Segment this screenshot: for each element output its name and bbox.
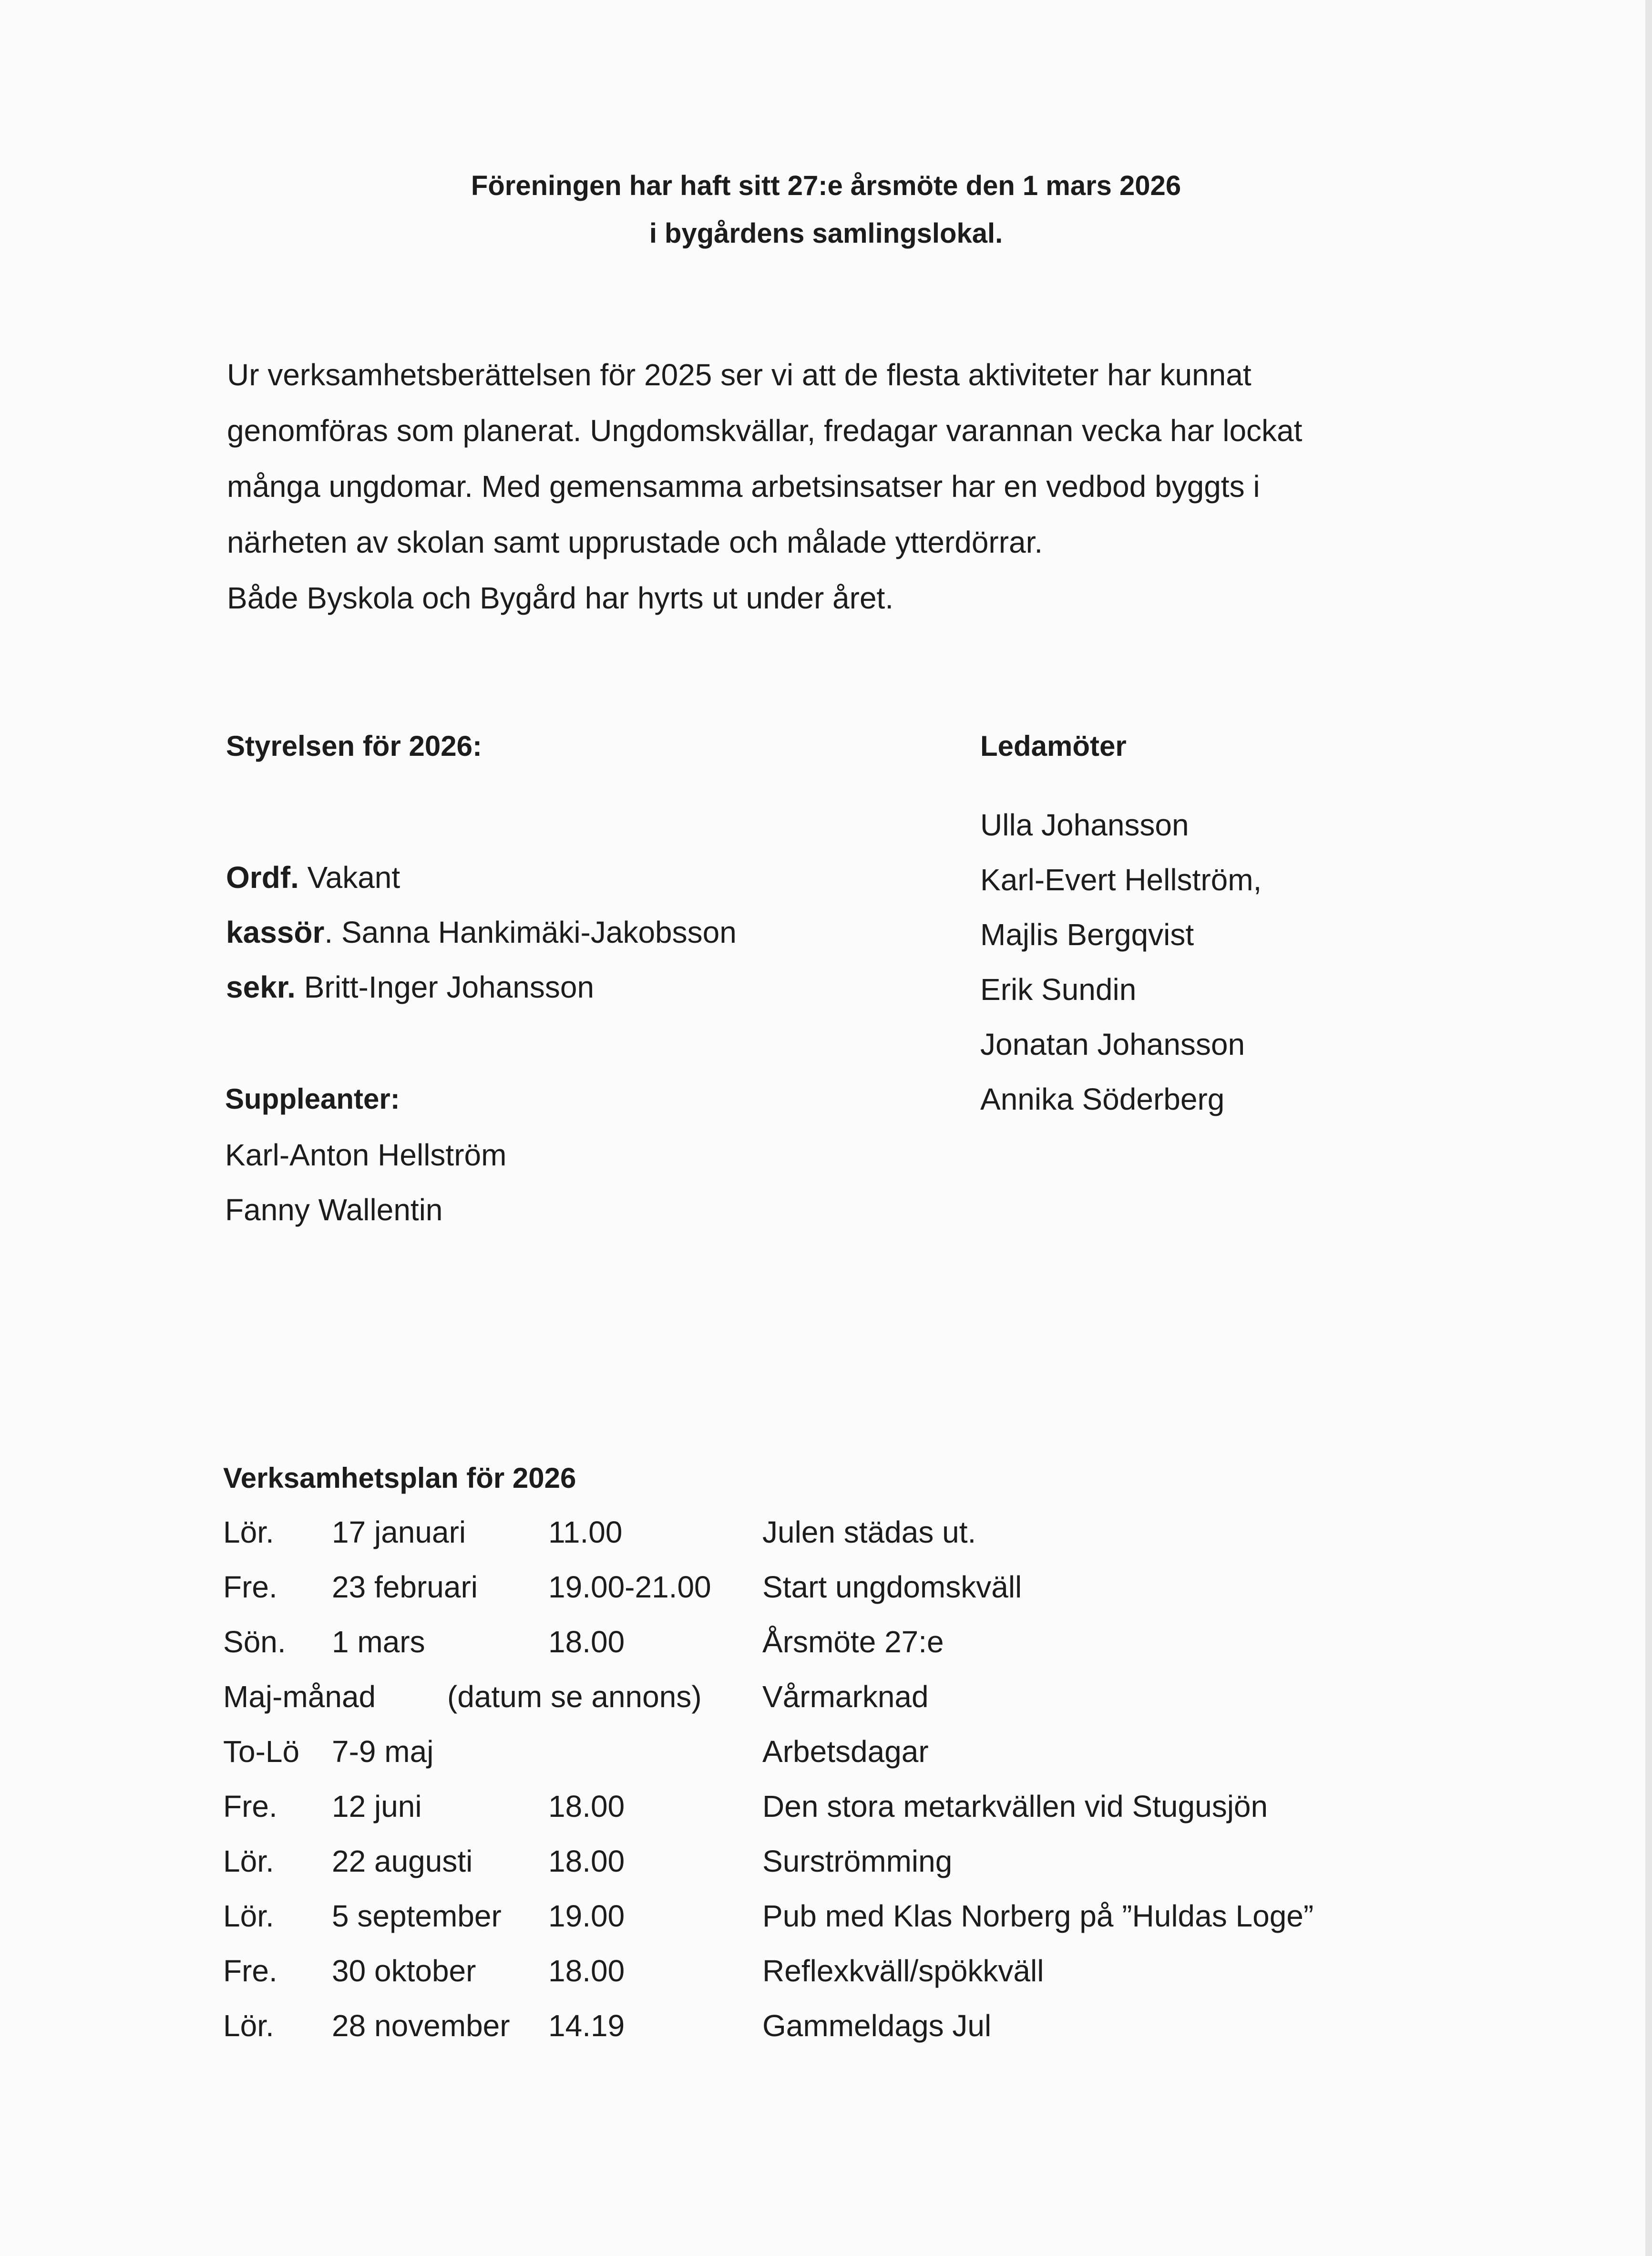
plan-date: 17 januari	[332, 1515, 466, 1549]
plan-event: Arbetsdagar	[762, 1734, 929, 1769]
plan-row	[223, 1782, 1510, 1830]
plan-event: Årsmöte 27:e	[762, 1625, 944, 1659]
plan-date: 5 september	[332, 1899, 502, 1933]
plan-title: Verksamhetsplan för 2026	[223, 1462, 576, 1494]
deputy-name: Karl-Anton Hellström	[225, 1138, 507, 1172]
heading-line-1: Föreningen har haft sitt 27:e årsmöte den 1 mars 2026	[471, 170, 1181, 201]
plan-time: 18.00	[548, 1844, 625, 1878]
plan-time: 18.00	[548, 1789, 625, 1823]
plan-date: 30 oktober	[332, 1954, 476, 1988]
plan-day: Lör.	[223, 1515, 274, 1549]
heading-line-2: i bygårdens samlingslokal.	[649, 218, 1003, 249]
board-role-treasurer	[226, 913, 737, 951]
plan-event: Gammeldags Jul	[762, 2009, 992, 2043]
plan-day: Lör.	[223, 2009, 274, 2043]
member-name: Ulla Johansson	[980, 808, 1189, 842]
member-name: Majlis Bergqvist	[980, 917, 1194, 952]
member-name: Erik Sundin	[980, 972, 1137, 1007]
plan-day: Fre.	[223, 1570, 277, 1604]
intro-line: närheten av skolan samt upprustade och målade ytterdörrar.	[227, 525, 1043, 559]
plan-day: Fre.	[223, 1954, 277, 1988]
plan-period: Maj-månad	[223, 1679, 376, 1714]
plan-day: To-Lö	[223, 1734, 300, 1769]
role-name: . Sanna Hankimäki-Jakobsson	[324, 915, 737, 949]
plan-event: Den stora metarkvällen vid Stugusjön	[762, 1789, 1268, 1823]
plan-time: 18.00	[548, 1625, 625, 1659]
intro-line: många ungdomar. Med gemensamma arbetsinsatser har en vedbod byggts i	[227, 469, 1260, 504]
plan-date: 12 juni	[332, 1789, 422, 1823]
plan-time: 11.00	[548, 1515, 623, 1549]
plan-event: Reflexkväll/spökkväll	[762, 1954, 1044, 1988]
plan-date: 22 augusti	[332, 1844, 473, 1878]
plan-row	[223, 1673, 1510, 1720]
member-name: Jonatan Johansson	[980, 1027, 1245, 1061]
role-name: Vakant	[298, 860, 400, 895]
plan-row	[223, 1892, 1510, 1940]
role-label: kassör	[226, 915, 325, 949]
plan-row	[223, 1947, 1510, 1995]
member-name: Karl-Evert Hellström,	[980, 863, 1262, 897]
plan-event: Pub med Klas Norberg på ”Huldas Loge”	[762, 1899, 1314, 1933]
plan-time: 19.00-21.00	[548, 1570, 711, 1604]
plan-day: Sön.	[223, 1625, 286, 1659]
page-edge	[1645, 0, 1652, 2256]
intro-paragraph	[227, 347, 1562, 626]
board-role-chair	[226, 858, 400, 896]
members-title: Ledamöter	[980, 730, 1127, 762]
plan-date: 7-9 maj	[332, 1734, 434, 1769]
plan-day: Lör.	[223, 1844, 274, 1878]
plan-event: Vårmarknad	[762, 1679, 929, 1714]
member-name: Annika Söderberg	[980, 1082, 1225, 1116]
plan-date: 28 november	[332, 2009, 510, 2043]
board-role-secretary	[226, 968, 594, 1006]
deputies-title: Suppleanter:	[225, 1083, 400, 1115]
plan-row	[223, 1728, 1510, 1775]
role-label: sekr.	[226, 970, 296, 1004]
plan-row	[223, 1837, 1510, 1885]
board-title: Styrelsen för 2026:	[226, 730, 482, 762]
plan-day: Fre.	[223, 1789, 277, 1823]
document-heading	[0, 162, 1652, 258]
plan-time: 18.00	[548, 1954, 625, 1988]
intro-line: Både Byskola och Bygård har hyrts ut under året.	[227, 581, 894, 615]
deputy-name: Fanny Wallentin	[225, 1193, 443, 1227]
plan-time: 19.00	[548, 1899, 625, 1933]
plan-day: Lör.	[223, 1899, 274, 1933]
plan-row	[223, 1563, 1510, 1611]
intro-line: genomföras som planerat. Ungdomskvällar, fredagar varannan vecka har lockat	[227, 413, 1303, 448]
role-label: Ordf.	[226, 860, 299, 895]
plan-row	[223, 2002, 1510, 2050]
plan-event: Julen städas ut.	[762, 1515, 976, 1549]
plan-time: 14.19	[548, 2009, 625, 2043]
plan-row	[223, 1508, 1510, 1556]
plan-event: Start ungdomskväll	[762, 1570, 1022, 1604]
plan-date: 1 mars	[332, 1625, 425, 1659]
plan-event: Surströmming	[762, 1844, 953, 1878]
role-name: Britt-Inger Johansson	[295, 970, 595, 1004]
plan-date: 23 februari	[332, 1570, 478, 1604]
plan-row	[223, 1618, 1510, 1666]
plan-note: (datum se annons)	[447, 1679, 702, 1714]
intro-line: Ur verksamhetsberättelsen för 2025 ser vi att de flesta aktiviteter har kunnat	[227, 358, 1252, 392]
